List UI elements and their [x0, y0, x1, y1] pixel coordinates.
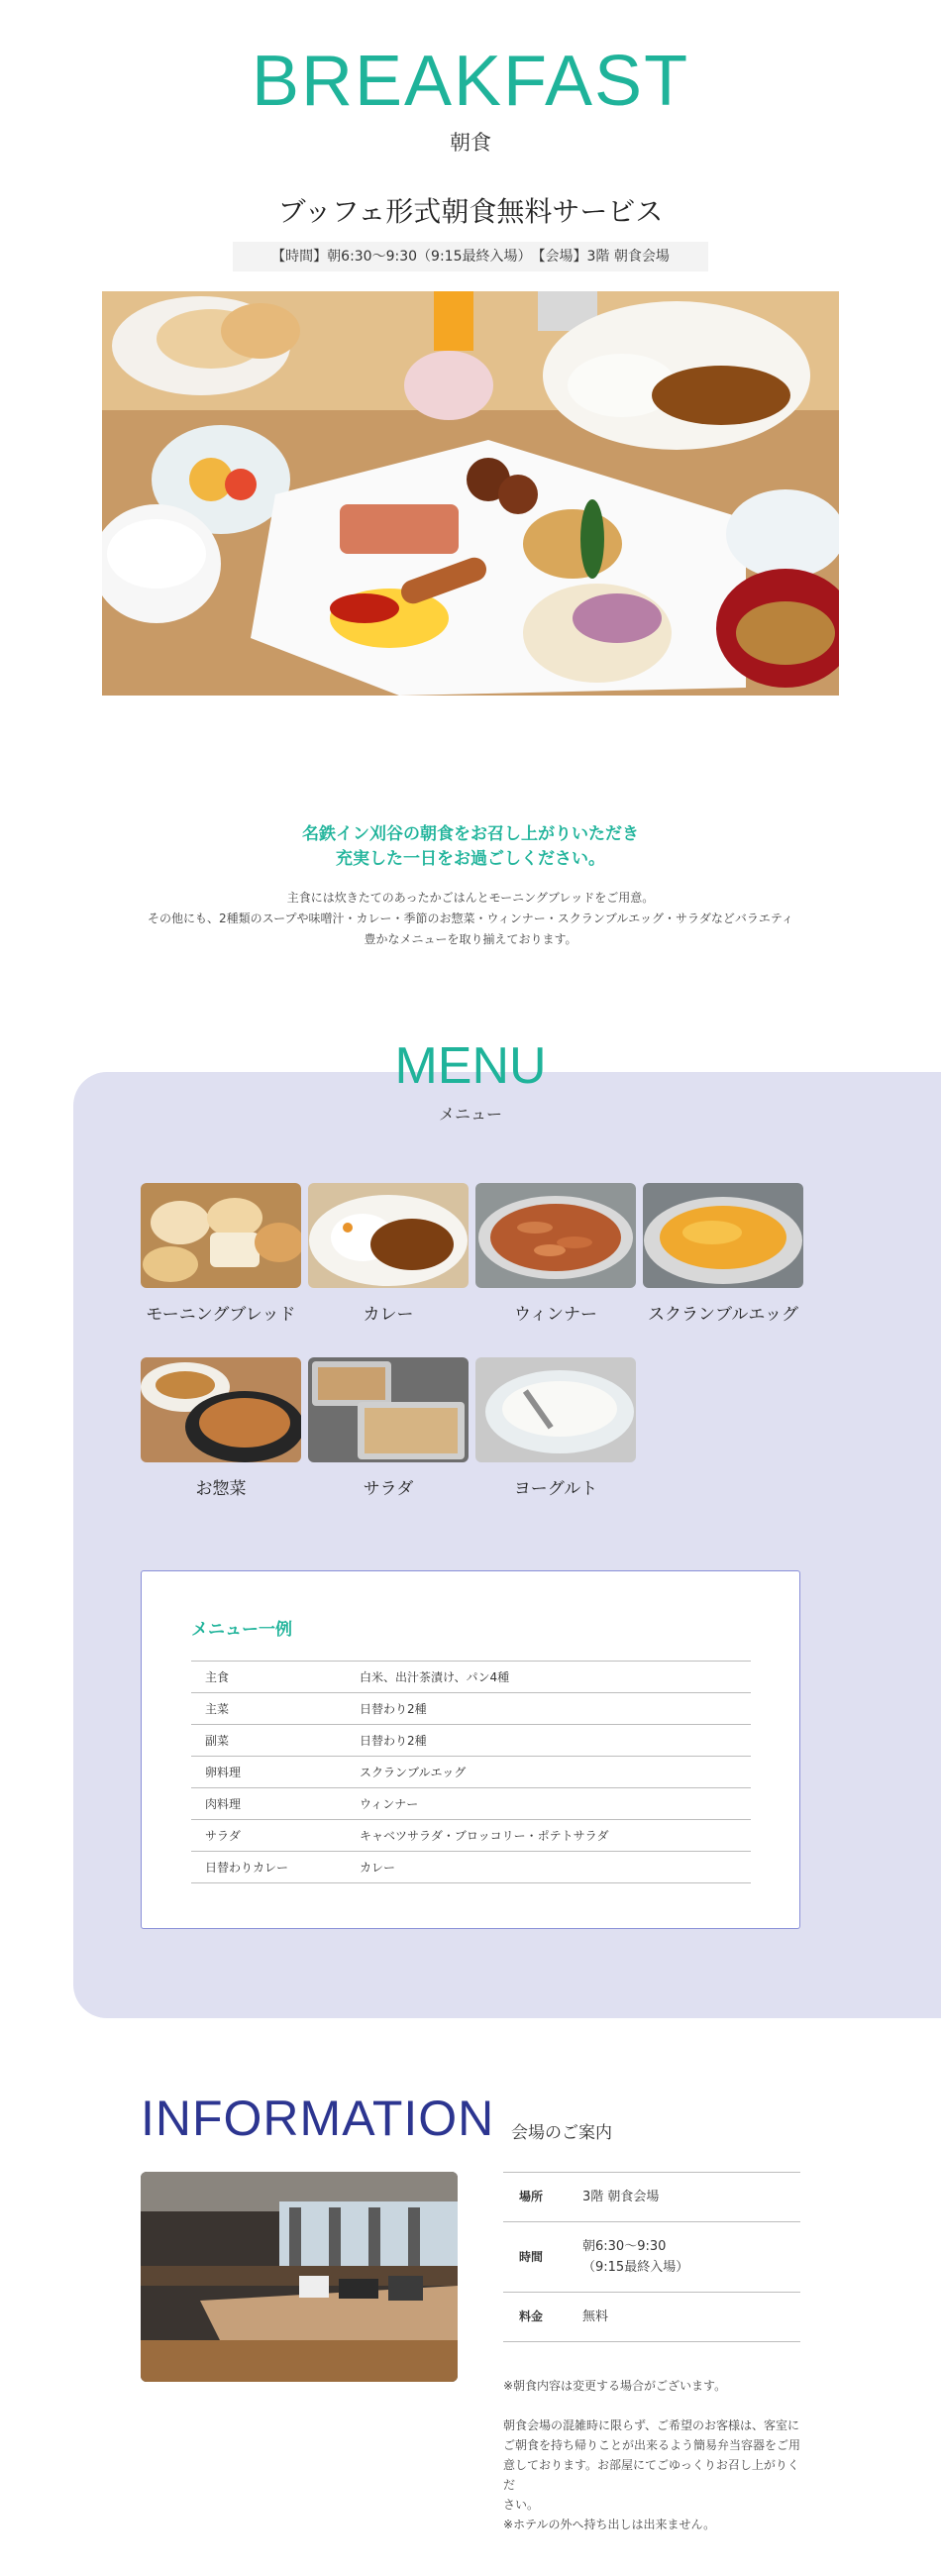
table-cell-key: 場所 [503, 2173, 582, 2222]
sausage-photo [475, 1183, 636, 1288]
menu-item-scrambled-egg [643, 1183, 803, 1325]
intro-catchphrase [0, 822, 941, 872]
menu-example-box [141, 1570, 800, 1929]
curry-photo [308, 1183, 469, 1288]
info-table [503, 2172, 800, 2342]
table-row [191, 1757, 751, 1788]
bread-photo [141, 1183, 301, 1288]
page-subtitle: 朝食 [450, 131, 491, 155]
side-dish-photo [141, 1357, 301, 1462]
table-cell-value: 3階 朝食会場 [582, 2173, 800, 2222]
intro-catch-line: 充実した一日をお過ごしください。 [336, 849, 605, 869]
info-notes [503, 2376, 800, 2554]
menu-example-title: メニュー一例 [191, 1620, 292, 1640]
table-cell-value: 日替わり2種 [360, 1725, 751, 1757]
table-cell-key: 副菜 [191, 1725, 360, 1757]
menu-item-label: スクランブルエッグ [648, 1305, 798, 1325]
intro-text [0, 888, 941, 950]
table-cell-value: キャベツサラダ・ブロッコリー・ポテトサラダ [360, 1820, 751, 1852]
table-row [191, 1693, 751, 1725]
menu-item-salad [308, 1357, 469, 1499]
table-row [191, 1788, 751, 1820]
breakfast-main-photo [102, 291, 839, 696]
info-title: INFORMATION [141, 2091, 495, 2146]
table-cell-key: 主食 [191, 1662, 360, 1693]
table-cell-key: 料金 [503, 2293, 582, 2342]
intro-text-line: 主食には炊きたてのあったかごはんとモーニングブレッドをご用意。 [286, 891, 655, 905]
table-row [503, 2222, 800, 2293]
dining-hall-photo [141, 2172, 458, 2382]
table-cell-value: 無料 [582, 2293, 800, 2342]
table-cell-key: 日替わりカレー [191, 1852, 360, 1883]
intro-text-line: 豊かなメニューを取り揃えております。 [364, 932, 577, 946]
table-cell-key: 肉料理 [191, 1788, 360, 1820]
service-hours-bar: 【時間】朝6:30〜9:30（9:15最終入場） 【会場】3階 朝食会場 [233, 242, 708, 271]
menu-example-table [191, 1661, 751, 1883]
note-line: ご朝食を持ち帰りことが出来るよう簡易弁当容器をご用 [503, 2438, 801, 2452]
service-heading: ブッフェ形式朝食無料サービス [277, 195, 664, 228]
note-text: ※朝食内容は変更する場合がございます。 [503, 2379, 727, 2393]
table-cell-value: ウィンナー [360, 1788, 751, 1820]
menu-item-label: お惣菜 [195, 1479, 247, 1499]
menu-subtitle: メニュー [438, 1105, 502, 1124]
menu-item-curry [308, 1183, 469, 1325]
menu-item-bread [141, 1183, 301, 1325]
menu-item-side-dish [141, 1357, 301, 1499]
intro-catch-line: 名鉄イン刈谷の朝食をお召し上がりいただき [302, 824, 639, 844]
yogurt-photo [475, 1357, 636, 1462]
info-subtitle: 会場のご案内 [511, 2123, 612, 2143]
menu-item-yogurt [475, 1357, 636, 1499]
scrambled-egg-photo [643, 1183, 803, 1288]
menu-item-label: カレー [363, 1305, 414, 1325]
table-cell-value: スクランブルエッグ [360, 1757, 751, 1788]
table-row [191, 1820, 751, 1852]
table-row [191, 1852, 751, 1883]
table-row [191, 1662, 751, 1693]
note-line: さい。 [503, 2498, 540, 2512]
table-cell-value: 日替わり2種 [360, 1693, 751, 1725]
table-row [503, 2293, 800, 2342]
intro-text-line: その他にも、2種類のスープや味噌汁・カレー・季節のお惣菜・ウィンナー・スクランブルエッグ・サラダなどバラエティ [148, 912, 793, 925]
table-cell-key: 時間 [503, 2222, 582, 2293]
table-cell-value [582, 2222, 800, 2293]
menu-title: MENU [394, 1037, 547, 1095]
menu-item-label: ウィンナー [514, 1305, 597, 1325]
menu-item-sausage [475, 1183, 636, 1325]
table-cell-value: カレー [360, 1852, 751, 1883]
page-title: BREAKFAST [251, 42, 690, 121]
note-line: 意しております。お部屋にてごゆっくりお召し上がりくだ [503, 2458, 799, 2492]
table-row [503, 2173, 800, 2222]
last-entry-line: （9:15最終入場） [582, 2260, 689, 2275]
note-line: 朝食会場の混雑時に限らず、ご希望のお客様は、客室に [503, 2418, 800, 2432]
table-cell-key: 卵料理 [191, 1757, 360, 1788]
hours-line: 朝6:30〜9:30 [582, 2239, 667, 2254]
table-cell-key: 主菜 [191, 1693, 360, 1725]
menu-item-label: ヨーグルト [513, 1479, 598, 1499]
table-cell-value: 白米、出汁茶漬け、パン4種 [360, 1662, 751, 1693]
salad-photo [308, 1357, 469, 1462]
menu-item-label: モーニングブレッド [146, 1305, 296, 1325]
table-cell-key: サラダ [191, 1820, 360, 1852]
menu-item-label: サラダ [363, 1479, 414, 1499]
note-text [503, 2415, 800, 2515]
note-text: ※ホテルの外へ持ち出しは出来ません。 [503, 2518, 716, 2531]
table-row [191, 1725, 751, 1757]
